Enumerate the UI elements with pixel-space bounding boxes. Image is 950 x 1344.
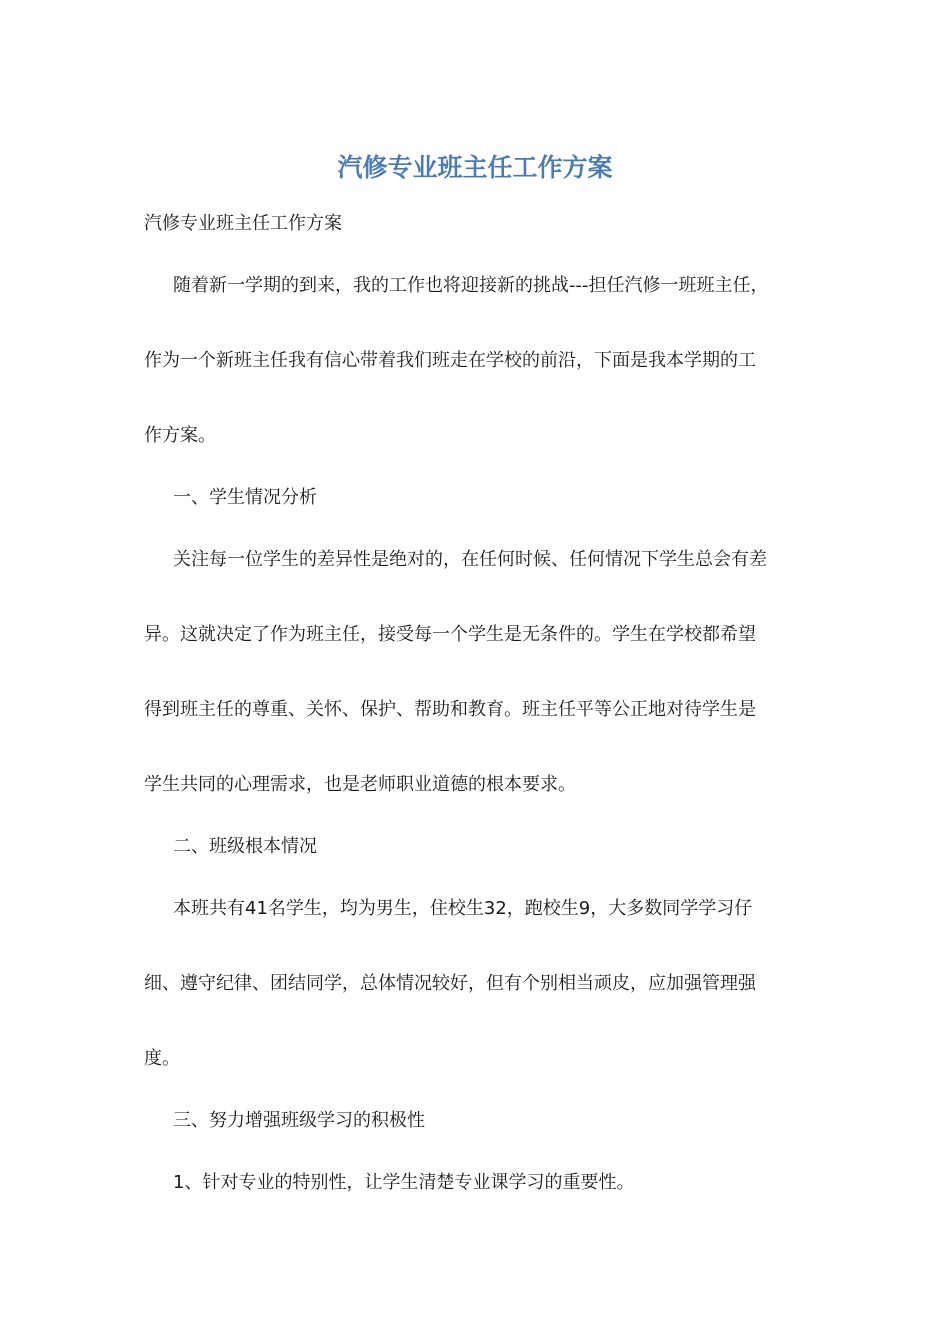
paragraph-line: 关注每一位学生的差异性是绝对的，在任何时候、任何情况下学生总会有差: [173, 549, 767, 570]
paragraph-line: 细、遵守纪律、团结同学，总体情况较好，但有个别相当顽皮，应加强管理强: [144, 973, 756, 994]
section-heading: 一、学生情况分析: [173, 487, 317, 508]
section-heading: 三、努力增强班级学习的积极性: [173, 1110, 425, 1131]
paragraph-line: 异。这就决定了作为班主任，接受每一个学生是无条件的。学生在学校都希望: [144, 624, 756, 645]
paragraph-line: 随着新一学期的到来，我的工作也将迎接新的挑战---担任汽修一班班主任，: [173, 275, 769, 296]
paragraph-line: 作为一个新班主任我有信心带着我们班走在学校的前沿，下面是我本学期的工: [144, 350, 756, 371]
paragraph-line: 作方案。: [144, 425, 216, 446]
paragraph-line: 得到班主任的尊重、关怀、保护、帮助和教育。班主任平等公正地对待学生是: [144, 699, 756, 720]
paragraph-line: 学生共同的心理需求，也是老师职业道德的根本要求。: [144, 774, 576, 795]
paragraph-line: 本班共有41名学生，均为男生，住校生32，跑校生9，大多数同学学习仔: [173, 898, 753, 919]
paragraph-line: 1、针对专业的特别性，让学生清楚专业课学习的重要性。: [173, 1172, 635, 1193]
paragraph-line: 度。: [144, 1048, 180, 1069]
section-heading: 二、班级根本情况: [173, 836, 317, 857]
document-title: 汽修专业班主任工作方案: [337, 153, 613, 182]
subtitle-line: 汽修专业班主任工作方案: [144, 213, 342, 234]
